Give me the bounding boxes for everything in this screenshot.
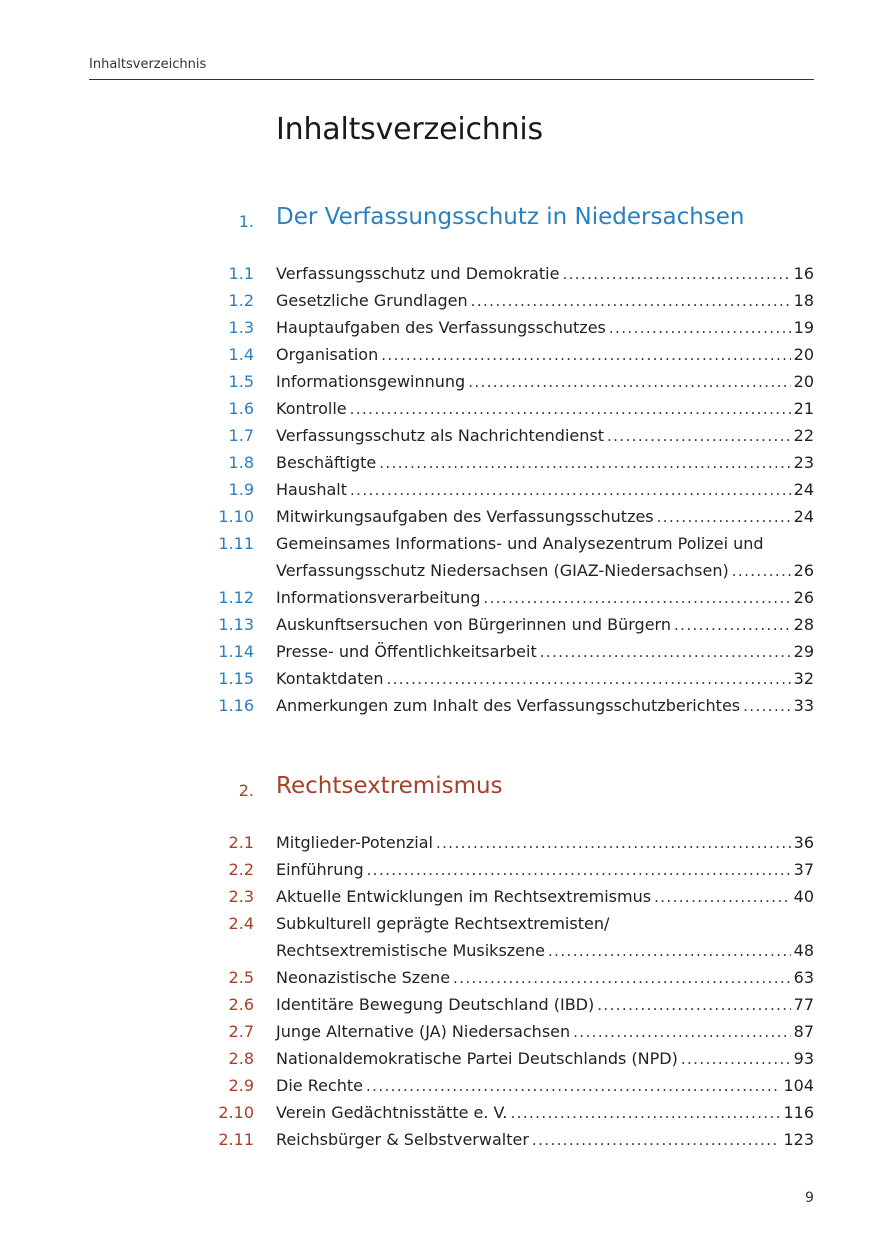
toc-entry[interactable] (0, 584, 875, 611)
dot-leader (511, 1100, 781, 1127)
toc-entry-page: 63 (793, 968, 814, 987)
toc-entry-number: 2.5 (228, 968, 254, 987)
toc-entry-number: 2.2 (228, 860, 254, 879)
toc-entry-body (276, 964, 814, 991)
toc-entry[interactable] (0, 856, 875, 883)
toc-entry-number: 1.13 (218, 615, 254, 634)
toc-entry-number: 1.11 (218, 534, 254, 553)
toc-title: Inhaltsverzeichnis (276, 112, 543, 147)
toc-entry-page: 37 (793, 860, 814, 879)
toc-entry[interactable] (0, 964, 875, 991)
toc-entry-page: 20 (793, 345, 814, 364)
dot-leader (743, 693, 791, 720)
toc-entry-title: Einführung (276, 860, 364, 879)
toc-entry-number: 1.3 (228, 318, 254, 337)
toc-entry-title: Beschäftigte (276, 453, 377, 472)
toc-entry-title: Informationsverarbeitung (276, 588, 481, 607)
chapter-heading-1 (0, 200, 875, 240)
toc-entry-body (276, 829, 814, 856)
toc-entry-title: Aktuelle Entwicklungen im Rechtsextremismus (276, 887, 652, 906)
toc-entry-page: 16 (793, 264, 814, 283)
toc-entry-number: 2.6 (228, 995, 254, 1014)
toc-entry-title: Hauptaufgaben des Verfassungsschutzes (276, 318, 606, 337)
toc-entry-title: Kontaktdaten (276, 669, 384, 688)
dot-leader (471, 288, 791, 315)
toc-entry-number: 2.9 (228, 1076, 254, 1095)
toc-entry-number: 1.8 (228, 453, 254, 472)
toc-entry-page: 18 (793, 291, 814, 310)
toc-entry-title-line1: Subkulturell geprägte Rechtsextremisten/ (276, 914, 610, 933)
toc-entry-title: Nationaldemokratische Partei Deutschlands (NPD) (276, 1049, 678, 1068)
toc-entry-page: 26 (793, 588, 814, 607)
toc-entry-number: 1.15 (218, 669, 254, 688)
toc-entry-title: Verfassungsschutz und Demokratie (276, 264, 560, 283)
chapter-title: Rechtsextremismus (276, 773, 503, 799)
toc-entry-title: Haushalt (276, 480, 347, 499)
toc-entry-title: Kontrolle (276, 399, 347, 418)
dot-leader (367, 857, 791, 884)
toc-entry[interactable] (0, 395, 875, 422)
toc-entry-page: 104 (783, 1076, 814, 1095)
dot-leader (379, 450, 790, 477)
toc-entry-body (276, 991, 814, 1018)
page-number: 9 (805, 1190, 814, 1206)
chapter-title: Der Verfassungsschutz in Niedersachsen (276, 204, 745, 230)
toc-entry[interactable] (0, 287, 875, 314)
dot-leader (350, 396, 791, 423)
toc-entry-page: 40 (793, 887, 814, 906)
toc-entry[interactable] (0, 449, 875, 476)
toc-entry-body (276, 665, 814, 692)
toc-entry[interactable] (0, 1126, 875, 1153)
toc-entry-body (276, 314, 814, 341)
toc-entry-title: Auskunftsersuchen von Bürgerinnen und Bürgern (276, 615, 671, 634)
toc-entry-body (276, 260, 814, 287)
toc-entry-number: 2.7 (228, 1022, 254, 1041)
dot-leader (607, 423, 791, 450)
toc-entry[interactable] (0, 530, 875, 584)
dot-leader (483, 585, 790, 612)
toc-entry-page: 93 (793, 1049, 814, 1068)
toc-entry-title: Die Rechte (276, 1076, 363, 1095)
toc-entry-title: Verfassungsschutz als Nachrichtendienst (276, 426, 604, 445)
toc-entry-title: Rechtsextremistische Musikszene (276, 941, 546, 960)
toc-entry[interactable] (0, 260, 875, 287)
toc-entry-body (276, 395, 814, 422)
toc-entry-number: 1.2 (228, 291, 254, 310)
toc-entry-body (276, 1126, 814, 1153)
toc-entry[interactable] (0, 991, 875, 1018)
toc-entry[interactable] (0, 341, 875, 368)
toc-entry-page: 87 (793, 1022, 814, 1041)
toc-entry-number: 1.12 (218, 588, 254, 607)
dot-leader (350, 477, 791, 504)
toc-entry-number: 1.10 (218, 507, 254, 526)
toc-entry-number: 1.7 (228, 426, 254, 445)
toc-entry-number: 2.10 (218, 1103, 254, 1122)
toc-entry-title: Organisation (276, 345, 379, 364)
dot-leader (548, 938, 791, 965)
toc-entry-body (276, 638, 814, 665)
toc-entry[interactable] (0, 665, 875, 692)
dot-leader (681, 1046, 791, 1073)
toc-entry-number: 1.5 (228, 372, 254, 391)
toc-entry-number: 1.16 (218, 696, 254, 715)
dot-leader (540, 639, 791, 666)
toc-entry-title: Neonazistische Szene (276, 968, 451, 987)
toc-entry[interactable] (0, 314, 875, 341)
toc-entry-title: Verfassungsschutz Niedersachsen (GIAZ-Niedersachsen) (276, 561, 729, 580)
toc-entry-body (276, 476, 814, 503)
toc-entry-page: 36 (793, 833, 814, 852)
toc-entry-title-line1: Gemeinsames Informations- und Analysezentrum Polizei und (276, 534, 764, 553)
dot-leader (562, 261, 790, 288)
toc-entry-title: Gesetzliche Grundlagen (276, 291, 468, 310)
toc-entry-number: 1.14 (218, 642, 254, 661)
dot-leader (654, 884, 791, 911)
toc-entry-number: 1.6 (228, 399, 254, 418)
dot-leader (532, 1127, 781, 1154)
header-rule (89, 79, 814, 80)
toc-entry[interactable] (0, 1072, 875, 1099)
toc-entry-page: 22 (793, 426, 814, 445)
toc-entry-title: Reichsbürger & Selbstverwalter (276, 1130, 529, 1149)
toc-entry-number: 1.9 (228, 480, 254, 499)
toc-entry-body (276, 503, 814, 530)
toc-entry[interactable] (0, 422, 875, 449)
toc-entry-page: 33 (793, 696, 814, 715)
toc-entry[interactable] (0, 368, 875, 395)
toc-entry-page: 29 (793, 642, 814, 661)
toc-entry-body (276, 287, 814, 314)
toc-entry-number: 1.4 (228, 345, 254, 364)
dot-leader (732, 558, 791, 585)
chapter-heading-2 (0, 769, 875, 809)
toc-entry-number: 2.3 (228, 887, 254, 906)
toc-entry-body (276, 1018, 814, 1045)
dot-leader (573, 1019, 791, 1046)
dot-leader (468, 369, 790, 396)
dot-leader (386, 666, 790, 693)
toc-entry-body (276, 1045, 814, 1072)
toc-entry[interactable] (0, 1099, 875, 1126)
toc-entry-body (276, 883, 814, 910)
toc-entry-title: Verein Gedächtnisstätte e. V. (276, 1103, 508, 1122)
toc-entry-body (276, 1099, 814, 1126)
toc-entry-title: Identitäre Bewegung Deutschland (IBD) (276, 995, 595, 1014)
toc-entry-number: 2.8 (228, 1049, 254, 1068)
dot-leader (609, 315, 791, 342)
toc-entry-page: 32 (793, 669, 814, 688)
toc-entry-page: 116 (783, 1103, 814, 1122)
toc-entry-title: Informationsgewinnung (276, 372, 466, 391)
toc-entry-page: 24 (793, 507, 814, 526)
dot-leader (674, 612, 791, 639)
toc-entry[interactable] (0, 476, 875, 503)
toc-entry-number: 2.4 (228, 914, 254, 933)
dot-leader (381, 342, 790, 369)
toc-entry[interactable] (0, 1018, 875, 1045)
toc-entry[interactable] (0, 829, 875, 856)
toc-entry-title: Mitglieder-Potenzial (276, 833, 433, 852)
toc-entry-body (276, 1072, 814, 1099)
toc-entry-body (276, 584, 814, 611)
toc-entry[interactable] (0, 910, 875, 964)
dot-leader (436, 830, 791, 857)
toc-entry-body (276, 856, 814, 883)
toc-entry-body (276, 530, 814, 584)
chapter-2-entries (0, 829, 875, 1153)
toc-entry-page: 26 (793, 561, 814, 580)
toc-entry-page: 123 (783, 1130, 814, 1149)
dot-leader (657, 504, 791, 531)
toc-entry-number: 2.11 (218, 1130, 254, 1149)
toc-entry-body (276, 910, 814, 964)
toc-entry-page: 24 (793, 480, 814, 499)
chapter-number: 1. (238, 212, 254, 231)
toc-entry-title: Junge Alternative (JA) Niedersachsen (276, 1022, 571, 1041)
toc-entry-title: Anmerkungen zum Inhalt des Verfassungsschutzberichtes (276, 696, 741, 715)
toc-entry-body (276, 368, 814, 395)
toc-entry-page: 19 (793, 318, 814, 337)
toc-entry-page: 77 (793, 995, 814, 1014)
dot-leader (597, 992, 790, 1019)
toc-entry-body (276, 611, 814, 638)
toc-entry-title: Presse- und Öffentlichkeitsarbeit (276, 642, 537, 661)
toc-entry-page: 20 (793, 372, 814, 391)
toc-entry-page: 28 (793, 615, 814, 634)
toc-entry-page: 21 (793, 399, 814, 418)
running-header: Inhaltsverzeichnis (89, 57, 207, 72)
toc-entry-body (276, 449, 814, 476)
toc-entry[interactable] (0, 503, 875, 530)
toc-entry-title: Mitwirkungsaufgaben des Verfassungsschutzes (276, 507, 654, 526)
toc-entry-page: 48 (793, 941, 814, 960)
toc-entry[interactable] (0, 883, 875, 910)
toc-entry[interactable] (0, 692, 875, 719)
toc-entry-body (276, 692, 814, 719)
toc-entry[interactable] (0, 1045, 875, 1072)
toc-entry[interactable] (0, 638, 875, 665)
chapter-1-entries (0, 260, 875, 719)
chapter-number: 2. (238, 781, 254, 800)
toc-entry[interactable] (0, 611, 875, 638)
toc-entry-body (276, 341, 814, 368)
toc-entry-number: 2.1 (228, 833, 254, 852)
toc-entry-page: 23 (793, 453, 814, 472)
toc-entry-number: 1.1 (228, 264, 254, 283)
dot-leader (453, 965, 791, 992)
toc-entry-body (276, 422, 814, 449)
dot-leader (366, 1073, 780, 1100)
